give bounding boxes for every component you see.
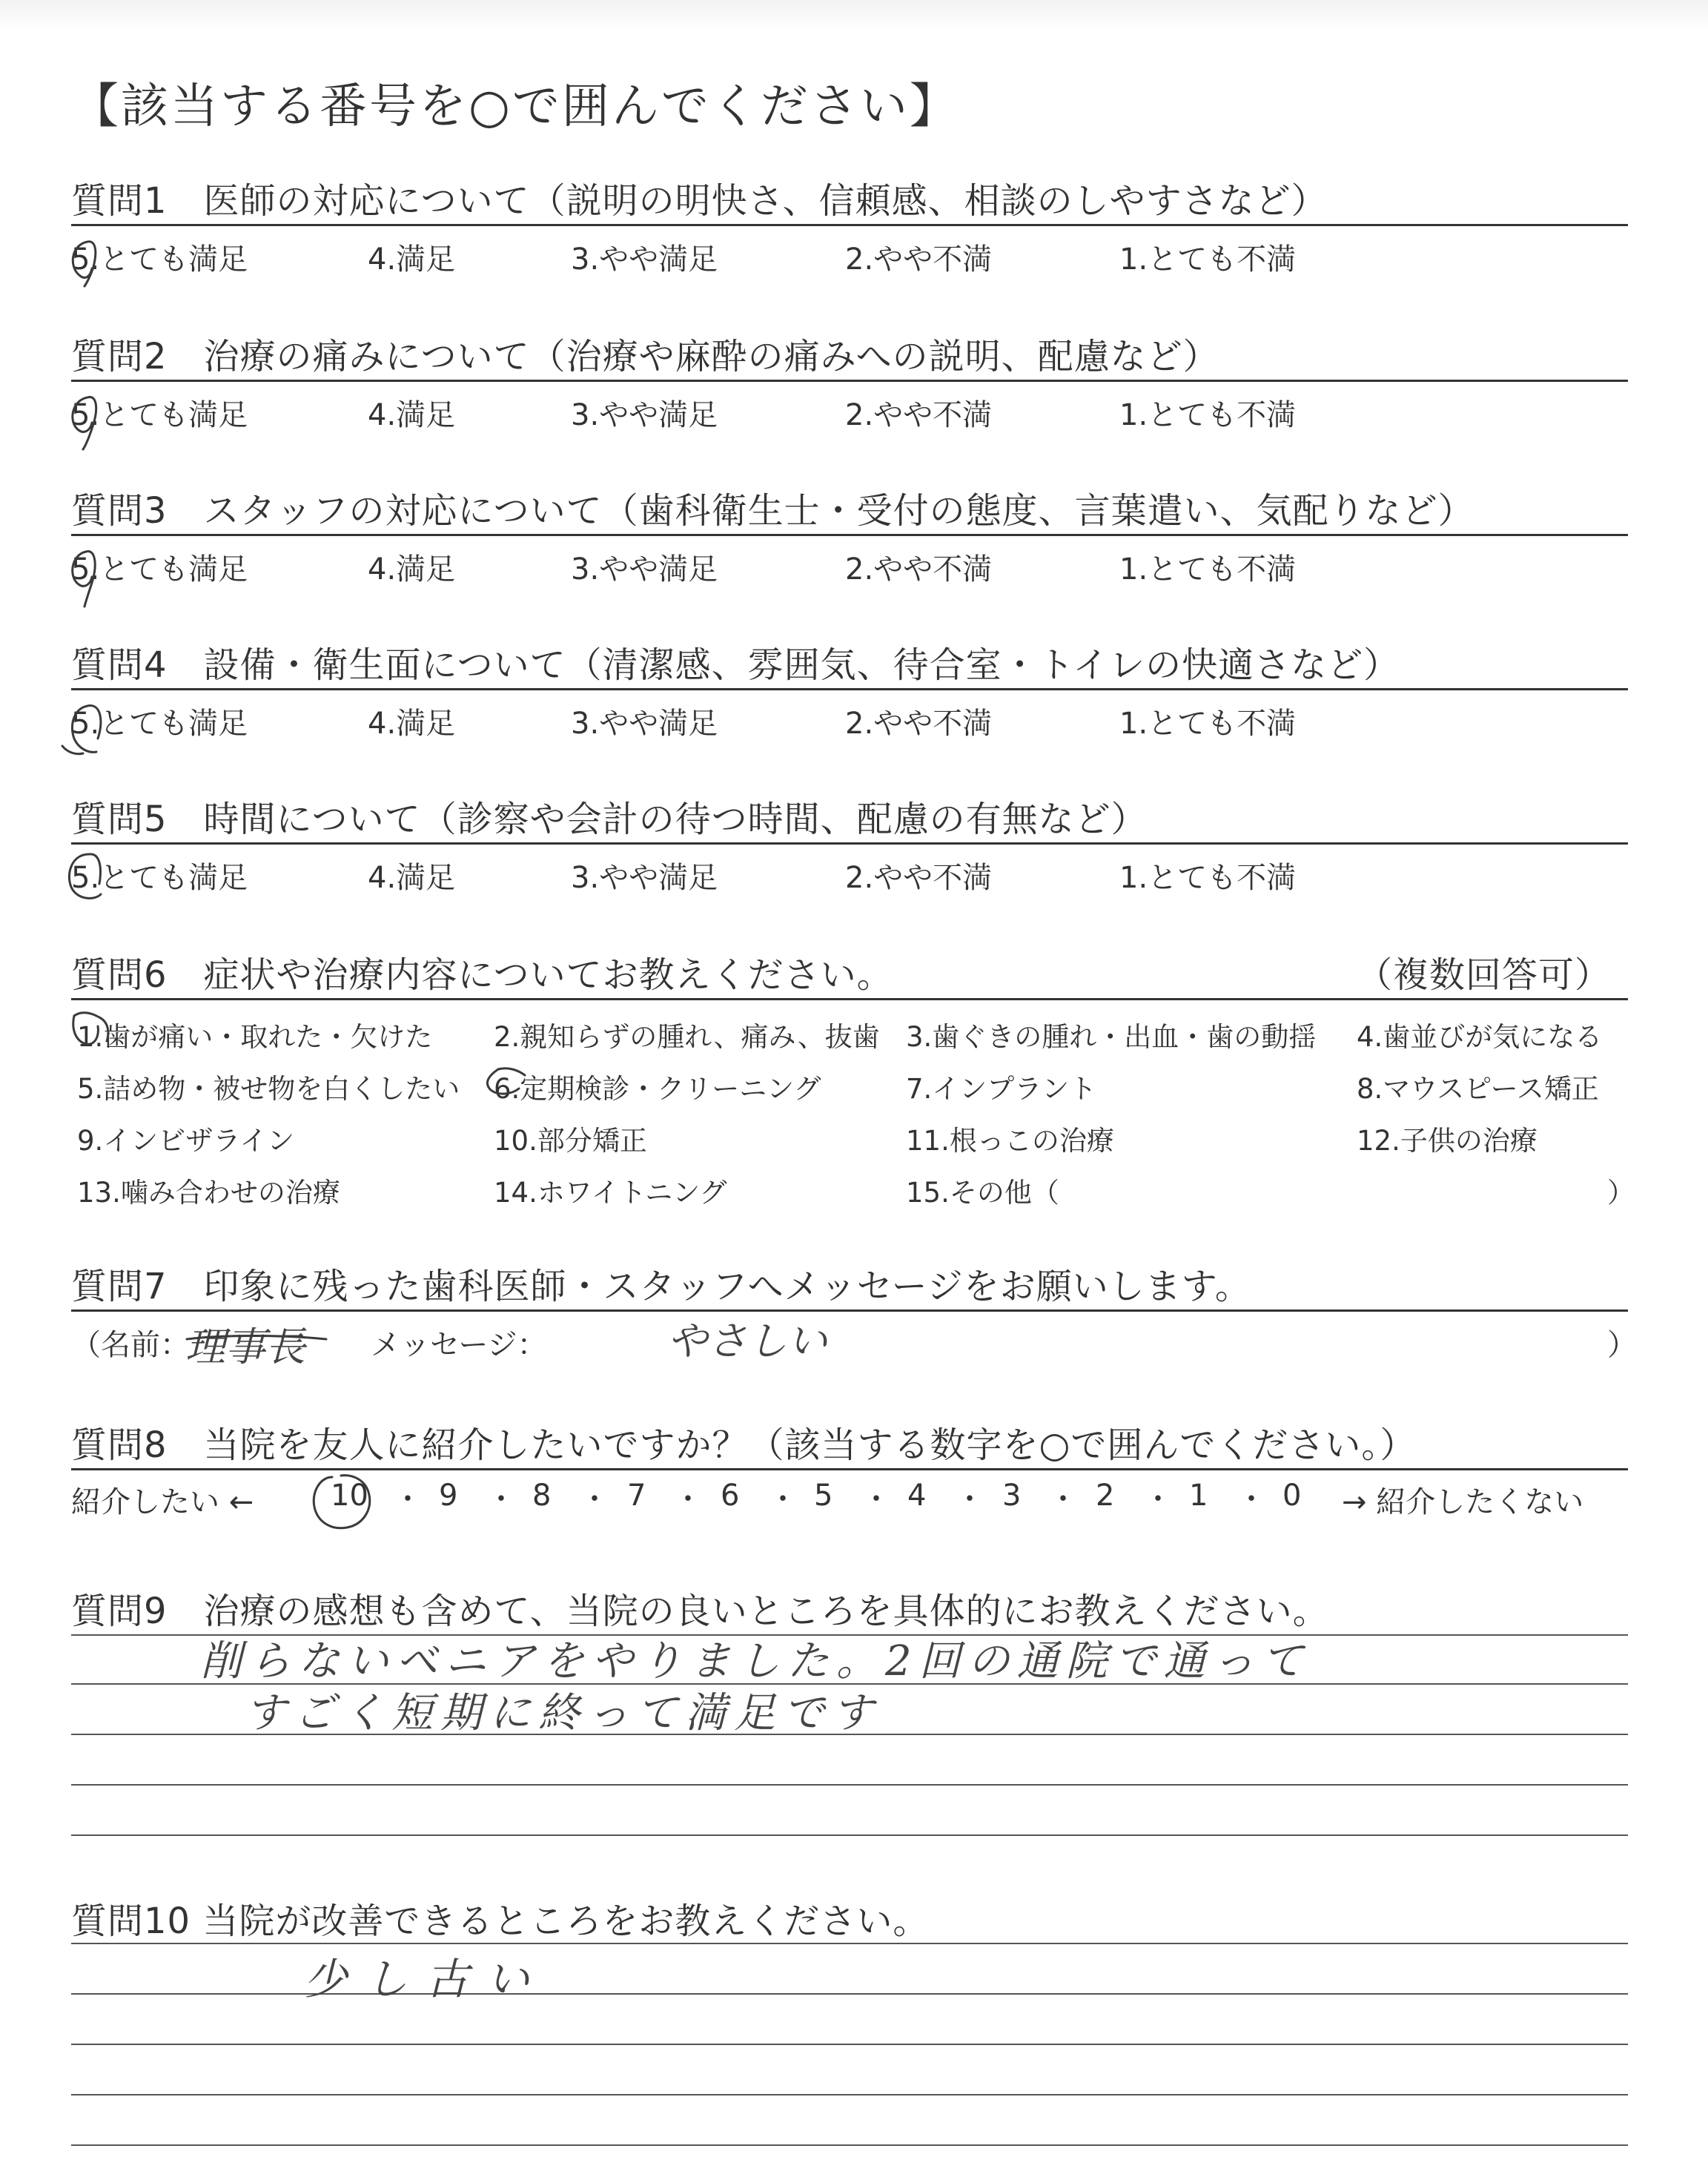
q6-option-2[interactable]: 2.親知らずの腫れ、痛み、抜歯 — [494, 1021, 880, 1053]
q1-option-1[interactable]: 1.とても不満 — [1119, 242, 1297, 277]
q6-option-5[interactable]: 5.詰め物・被せ物を白くしたい — [77, 1073, 460, 1105]
q8-scale-1[interactable]: 1 — [1189, 1479, 1208, 1513]
q6-option-3[interactable]: 3.歯ぐきの腫れ・出血・歯の動揺 — [906, 1021, 1317, 1053]
q2-option-3[interactable]: 3.やや満足 — [571, 398, 718, 432]
q8-scale-3[interactable]: 3 — [1002, 1479, 1022, 1513]
q8-scale-8[interactable]: 8 — [532, 1479, 552, 1513]
q4-option-2[interactable]: 2.やや不満 — [845, 707, 993, 741]
q2-option-5[interactable]: 5.とても満足 — [71, 398, 248, 432]
q6-option-7[interactable]: 7.インプラント — [906, 1073, 1097, 1105]
q7-name-strikethrough — [187, 1336, 326, 1340]
question-4-title: 質問4 設備・衛生面について（清潔感、雰囲気、待合室・トイレの快適さなど） — [71, 644, 1400, 686]
q10-handwritten-line-1[interactable]: 少し古い — [304, 1954, 548, 2004]
q2-option-1[interactable]: 1.とても不満 — [1119, 398, 1297, 432]
q7-name-handwritten[interactable]: 理事長 — [185, 1324, 305, 1370]
q8-selection-circle — [314, 1476, 370, 1528]
q8-scale-0[interactable]: 0 — [1282, 1479, 1302, 1513]
question-5-title: 質問5 時間について（診察や会計の待つ時間、配慮の有無など） — [71, 799, 1148, 840]
q3-option-5[interactable]: 5.とても満足 — [71, 552, 248, 587]
q4-option-5[interactable]: 5.とても満足 — [71, 707, 248, 741]
q1-option-2[interactable]: 2.やや不満 — [845, 242, 993, 277]
q2-option-4[interactable]: 4.満足 — [368, 398, 456, 432]
q8-dot: ・ — [861, 1482, 891, 1516]
q8-dot: ・ — [768, 1482, 798, 1516]
q9-handwritten-line-2[interactable]: すごく短期に終って満足です — [245, 1689, 881, 1737]
q4-selection-circle — [62, 706, 101, 754]
q6-option-9[interactable]: 9.インビザライン — [77, 1125, 295, 1157]
question-6-title: 質問6 症状や治療内容についてお教えください。 — [71, 954, 893, 996]
q5-option-5[interactable]: 5.とても満足 — [71, 861, 248, 895]
q2-selection-circle — [73, 397, 96, 449]
question-6-note: （複数回答可） — [1357, 954, 1612, 996]
q3-option-3[interactable]: 3.やや満足 — [571, 552, 718, 587]
question-8-title: 質問8 当院を友人に紹介したいですか？（該当する数字を○で囲んでください。） — [71, 1424, 1417, 1466]
question-2-title: 質問2 治療の痛みについて（治療や麻酔の痛みへの説明、配慮など） — [71, 336, 1219, 377]
q6-option-14[interactable]: 14.ホワイトニング — [494, 1177, 727, 1209]
q4-option-1[interactable]: 1.とても不満 — [1119, 707, 1297, 741]
q5-option-3[interactable]: 3.やや満足 — [571, 861, 718, 895]
q8-right-label: → 紹介したくない — [1342, 1485, 1584, 1519]
q3-option-4[interactable]: 4.満足 — [368, 552, 456, 587]
q8-left-label: 紹介したい ← — [71, 1485, 254, 1519]
q6-option-1[interactable]: 1.歯が痛い・取れた・欠けた — [77, 1021, 433, 1053]
q6-option-1-circle — [73, 1013, 108, 1044]
q8-dot: ・ — [955, 1482, 984, 1516]
question-9-title: 質問9 治療の感想も含めて、当院の良いところを具体的にお教えください。 — [71, 1591, 1329, 1632]
q8-scale-10[interactable]: 10 — [331, 1479, 368, 1513]
q8-scale-5[interactable]: 5 — [814, 1479, 833, 1513]
q7-message-label: メッセージ： — [371, 1328, 547, 1362]
q8-dot: ・ — [1048, 1482, 1078, 1516]
q4-option-4[interactable]: 4.満足 — [368, 707, 456, 741]
q5-selection-circle — [69, 854, 101, 899]
q9-handwritten-line-1[interactable]: 削らないベニアをやりました。2回の通院で通って — [200, 1637, 1311, 1685]
q5-option-4[interactable]: 4.満足 — [368, 861, 456, 895]
q6-option-10[interactable]: 10.部分矯正 — [494, 1125, 647, 1157]
q8-scale-7[interactable]: 7 — [627, 1479, 646, 1513]
q6-option-6[interactable]: 6.定期検診・クリーニング — [494, 1073, 821, 1105]
question-3-title: 質問3 スタッフの対応について（歯科衛生士・受付の態度、言葉遣い、気配りなど） — [71, 490, 1474, 532]
q1-option-3[interactable]: 3.やや満足 — [571, 242, 718, 277]
q3-option-1[interactable]: 1.とても不満 — [1119, 552, 1297, 587]
q6-option-13[interactable]: 13.噛み合わせの治療 — [77, 1177, 340, 1209]
q6-option-6-circle — [487, 1069, 525, 1094]
q5-option-2[interactable]: 2.やや不満 — [845, 861, 993, 895]
q8-dot: ・ — [393, 1482, 423, 1516]
question-10-title: 質問10 当院が改善できるところをお教えください。 — [71, 1900, 930, 1942]
form-heading: 【該当する番号を○で囲んでください】 — [71, 79, 959, 134]
q7-name-label: （名前： — [71, 1328, 190, 1362]
q8-dot: ・ — [1143, 1482, 1173, 1516]
q3-selection-circle — [73, 551, 95, 607]
q8-scale-4[interactable]: 4 — [907, 1479, 927, 1513]
q6-option-15[interactable]: 15.その他（ — [906, 1177, 1059, 1209]
q3-option-2[interactable]: 2.やや不満 — [845, 552, 993, 587]
q7-message-handwritten[interactable]: やさしい — [667, 1318, 827, 1364]
q6-option-8[interactable]: 8.マウスピース矯正 — [1357, 1073, 1599, 1105]
q1-selection-circle — [73, 242, 96, 286]
q2-option-2[interactable]: 2.やや不満 — [845, 398, 993, 432]
q8-scale-2[interactable]: 2 — [1096, 1479, 1115, 1513]
q1-option-4[interactable]: 4.満足 — [368, 242, 456, 277]
q6-option-11[interactable]: 11.根っこの治療 — [906, 1125, 1114, 1157]
q8-dot: ・ — [486, 1482, 516, 1516]
question-7-title: 質問7 印象に残った歯科医師・スタッフへメッセージをお願いします。 — [71, 1266, 1251, 1307]
q1-option-5[interactable]: 5.とても満足 — [71, 242, 248, 277]
q6-option-12[interactable]: 12.子供の治療 — [1357, 1125, 1537, 1157]
q4-option-3[interactable]: 3.やや満足 — [571, 707, 718, 741]
q8-dot: ・ — [580, 1482, 609, 1516]
q6-other-close-paren: ） — [1607, 1177, 1635, 1209]
q5-option-1[interactable]: 1.とても不満 — [1119, 861, 1297, 895]
q8-scale-6[interactable]: 6 — [721, 1479, 740, 1513]
q8-scale-9[interactable]: 9 — [439, 1479, 458, 1513]
q8-dot: ・ — [673, 1482, 703, 1516]
q7-close-paren: ） — [1607, 1328, 1637, 1362]
question-1-title: 質問1 医師の対応について（説明の明快さ、信頼感、相談のしやすさなど） — [71, 180, 1328, 222]
q6-option-4[interactable]: 4.歯並びが気になる — [1357, 1021, 1603, 1053]
q8-dot: ・ — [1237, 1482, 1266, 1516]
